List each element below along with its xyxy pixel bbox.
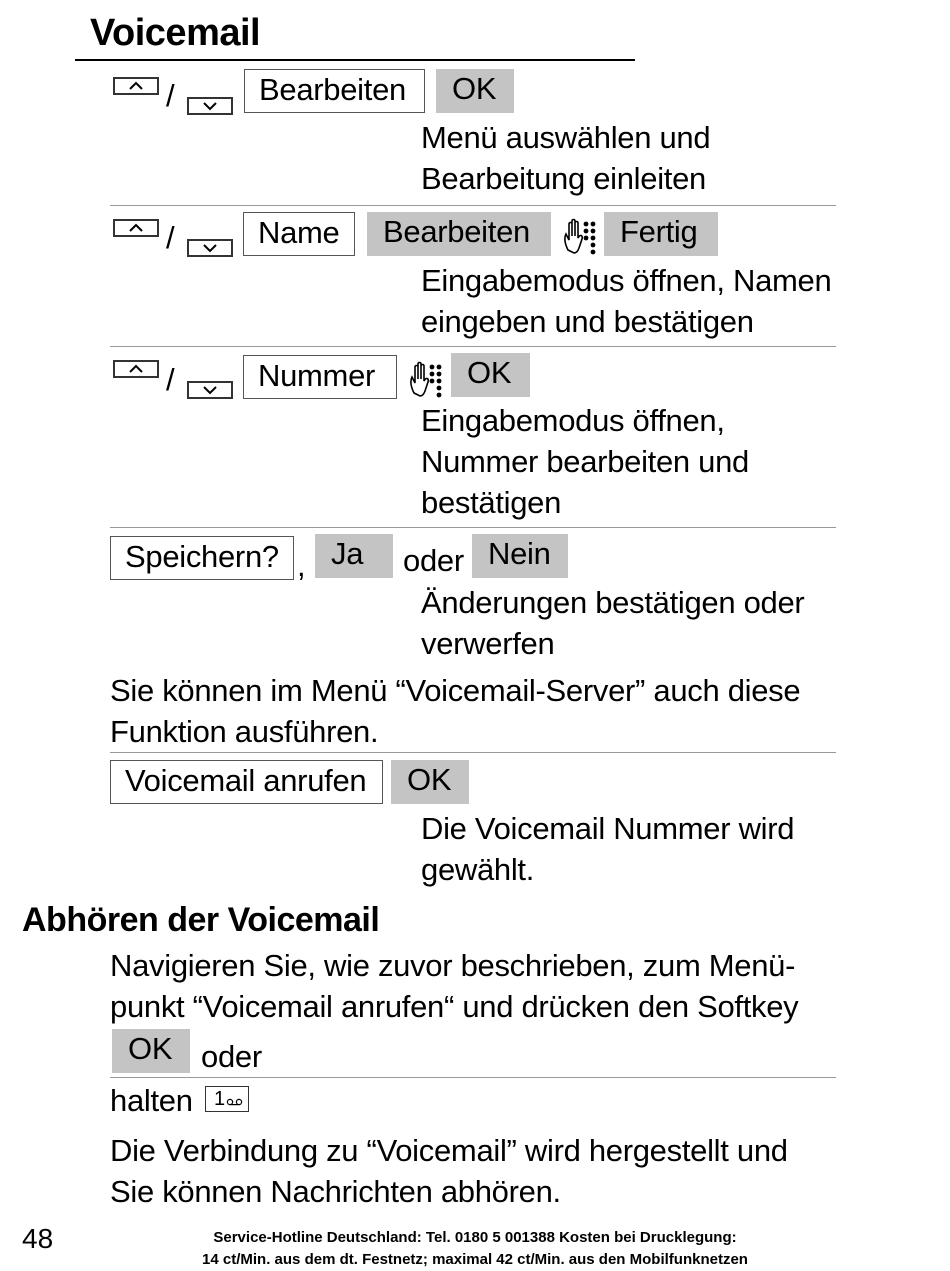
- menu-item-name[interactable]: Name: [243, 212, 355, 256]
- step-description: verwerfen: [421, 626, 555, 661]
- result-text: Die Verbindung zu “Voicemail” wird hergestellt und: [110, 1133, 788, 1168]
- menu-item-voicemail-anrufen[interactable]: Voicemail anrufen: [110, 760, 383, 804]
- page-title: Voicemail: [90, 12, 261, 54]
- softkey-ok[interactable]: OK: [112, 1029, 190, 1073]
- nav-up-key-icon: [113, 219, 159, 237]
- note-text: Funktion ausführen.: [110, 714, 379, 749]
- softkey-ok[interactable]: OK: [436, 69, 514, 113]
- step-description: Eingabemodus öffnen, Namen: [421, 263, 832, 298]
- softkey-ja[interactable]: Ja: [315, 534, 393, 578]
- softkey-fertig[interactable]: Fertig: [604, 212, 718, 256]
- separator-slash: /: [166, 78, 175, 113]
- footer-hotline: Service-Hotline Deutschland: Tel. 0180 5 001388 Kosten bei Drucklegung:: [213, 1229, 737, 1246]
- menu-item-bearbeiten[interactable]: Bearbeiten: [244, 69, 425, 113]
- body-text: Navigieren Sie, wie zuvor beschrieben, zum Menü-: [110, 948, 796, 983]
- key-label: 1: [214, 1088, 226, 1110]
- keypad-hand-icon: [408, 359, 444, 404]
- nav-down-key-icon: [187, 97, 233, 115]
- softkey-bearbeiten[interactable]: Bearbeiten: [367, 212, 551, 256]
- menu-item-nummer[interactable]: Nummer: [243, 355, 397, 399]
- divider: [110, 346, 836, 347]
- softkey-ok[interactable]: OK: [391, 760, 469, 804]
- key-1-voicemail-icon[interactable]: [205, 1086, 249, 1112]
- or-text: oder: [403, 543, 464, 578]
- page-number: 48: [22, 1223, 54, 1254]
- divider: [110, 752, 836, 753]
- step-description: bestätigen: [421, 485, 562, 520]
- title-rule: [75, 59, 635, 61]
- nav-up-key-icon: [113, 360, 159, 378]
- step-description: Änderungen bestätigen oder: [421, 585, 805, 620]
- step-description: Menü auswählen und: [421, 120, 711, 155]
- step-description: Eingabemodus öffnen,: [421, 403, 725, 438]
- step-description: Bearbeitung einleiten: [421, 161, 706, 196]
- note-text: Sie können im Menü “Voicemail-Server” auch diese: [110, 673, 801, 708]
- step-description: gewählt.: [421, 852, 535, 887]
- step-description: Die Voicemail Nummer wird: [421, 811, 795, 846]
- softkey-nein[interactable]: Nein: [472, 534, 568, 578]
- keypad-hand-icon: [562, 216, 598, 261]
- nav-down-key-icon: [187, 381, 233, 399]
- softkey-ok[interactable]: OK: [451, 353, 530, 397]
- nav-down-key-icon: [187, 239, 233, 257]
- menu-item-speichern[interactable]: Speichern?: [110, 536, 294, 580]
- hold-text: halten: [110, 1083, 193, 1118]
- step-description: eingeben und bestätigen: [421, 304, 754, 339]
- divider: [110, 205, 836, 206]
- divider: [110, 1077, 836, 1078]
- nav-up-key-icon: [113, 77, 159, 95]
- separator-comma: ,: [297, 548, 306, 583]
- or-text: oder: [201, 1039, 262, 1074]
- result-text: Sie können Nachrichten abhören.: [110, 1174, 561, 1209]
- body-text: punkt “Voicemail anrufen“ und drücken den Softkey: [110, 989, 799, 1024]
- footer-costs: 14 ct/Min. aus dem dt. Festnetz; maximal 42 ct/Min. aus den Mobilfunknetzen: [202, 1251, 748, 1268]
- step-description: Nummer bearbeiten und: [421, 444, 749, 479]
- section-heading: Abhören der Voicemail: [22, 901, 380, 939]
- divider: [110, 527, 836, 528]
- separator-slash: /: [166, 362, 175, 397]
- separator-slash: /: [166, 220, 175, 255]
